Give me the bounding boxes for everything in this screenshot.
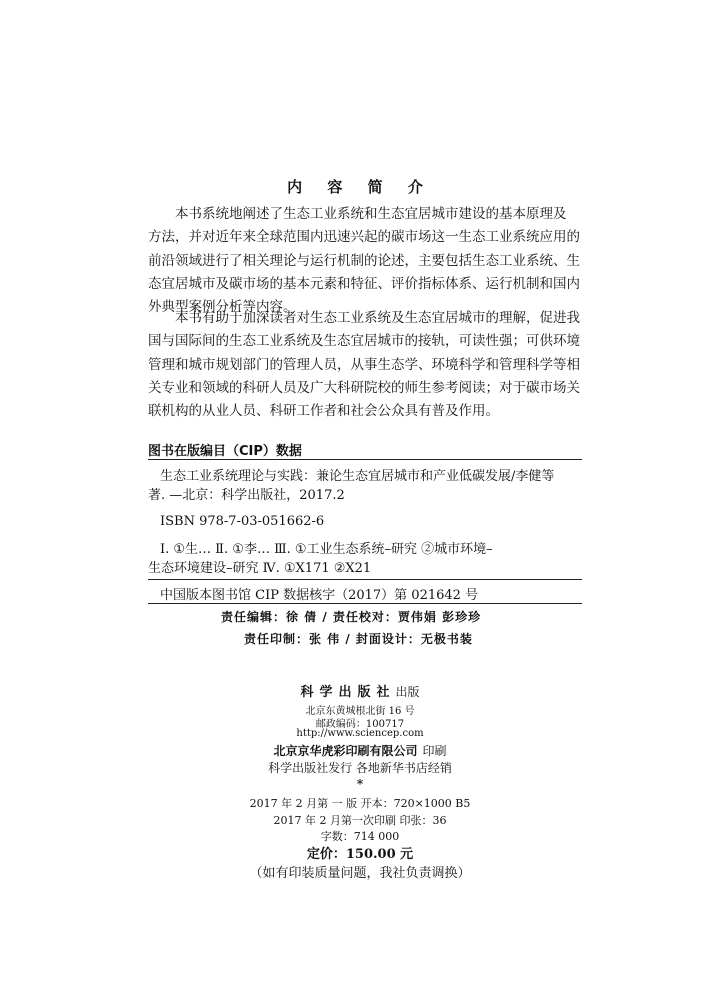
text-line: 态宜居城市及碳市场的基本元素和特征、评价指标体系、运行机制和国内	[148, 275, 580, 292]
text-line: 前沿领域进行了相关理论与运行机制的论述，主要包括生态工业系统、生	[148, 252, 580, 269]
cip-isbn: ISBN 978-7-03-051662-6	[160, 514, 325, 529]
printer-suffix: 印刷	[422, 744, 447, 758]
printer-line	[0, 740, 720, 759]
page-title: 内 容 简 介	[287, 178, 433, 196]
publisher-name: 科学出版社	[300, 685, 396, 700]
cip-middle-rule	[148, 579, 582, 580]
text-line: 外典型案例分析等内容。	[148, 299, 297, 316]
cip-catalog-number: 中国版本图书馆 CIP 数据核字（2017）第 021642 号	[160, 588, 479, 603]
quality-notice: （如有印装质量问题，我社负责调换）	[249, 866, 471, 881]
editor-credits: 责任编辑：徐 倩 / 责任校对：贾伟娟 彭珍珍	[221, 610, 482, 624]
cip-line: 著. —北京：科学出版社，2017.2	[148, 488, 345, 503]
intro-paragraph-2	[148, 307, 578, 423]
cip-bottom-rule	[148, 603, 582, 604]
separator-star: *	[356, 777, 364, 791]
publisher-line	[0, 681, 720, 700]
cip-bibliographic	[148, 467, 555, 505]
cip-classification	[148, 540, 493, 578]
text-line: 国与国际间的生态工业系统及生态宜居城市的接轨，可读性强；可供环境	[148, 333, 580, 350]
price-line: 定价：150.00 元	[306, 847, 414, 862]
publisher-website: http://www.sciencep.com	[296, 728, 424, 739]
cip-line: Ⅰ. ①生… Ⅱ. ①李… Ⅲ. ①工业生态系统–研究 ②城市环境–	[160, 542, 493, 557]
cip-heading: 图书在版编目（CIP）数据	[148, 444, 302, 459]
production-credits: 责任印制：张 伟 / 封面设计：无极书装	[244, 632, 473, 646]
wordcount-line: 字数：714 000	[320, 830, 400, 843]
intro-paragraph-1	[148, 203, 578, 319]
text-line: 本书系统地阐述了生态工业系统和生态宜居城市建设的基本原理及	[175, 206, 567, 222]
text-line: 关专业和领域的科研人员及广大科研院校的师生参考阅读；对于碳市场关	[148, 379, 580, 396]
edition-line: 2017 年 2 月第 一 版 开本：720×1000 B5	[249, 797, 471, 810]
printing-line: 2017 年 2 月第一次印刷 印张：36	[273, 814, 447, 827]
text-line: 方法，并对近年来全球范围内迅速兴起的碳市场这一生态工业系统应用的	[148, 229, 580, 246]
publisher-suffix: 出版	[395, 685, 420, 699]
cip-line: 生态环境建设–研究 Ⅳ. ①X171 ②X21	[148, 561, 372, 576]
text-line: 管理和城市规划部门的管理人员，从事生态学、环境科学和管理科学等相	[148, 356, 580, 373]
text-line: 本书有助于加深读者对生态工业系统及生态宜居城市的理解，促进我	[175, 310, 580, 326]
publisher-postcode: 邮政编码：100717	[315, 719, 405, 730]
printer-name: 北京京华虎彩印刷有限公司	[273, 744, 418, 758]
text-line: 联机构的从业人员、科研工作者和社会公众具有普及作用。	[148, 403, 499, 420]
publisher-address: 北京东黄城根北街 16 号	[305, 706, 415, 717]
cip-top-rule	[148, 459, 582, 460]
distribution-line: 科学出版社发行 各地新华书店经销	[268, 761, 452, 775]
cip-line: 生态工业系统理论与实践：兼论生态宜居城市和产业低碳发展/李健等	[160, 469, 555, 484]
